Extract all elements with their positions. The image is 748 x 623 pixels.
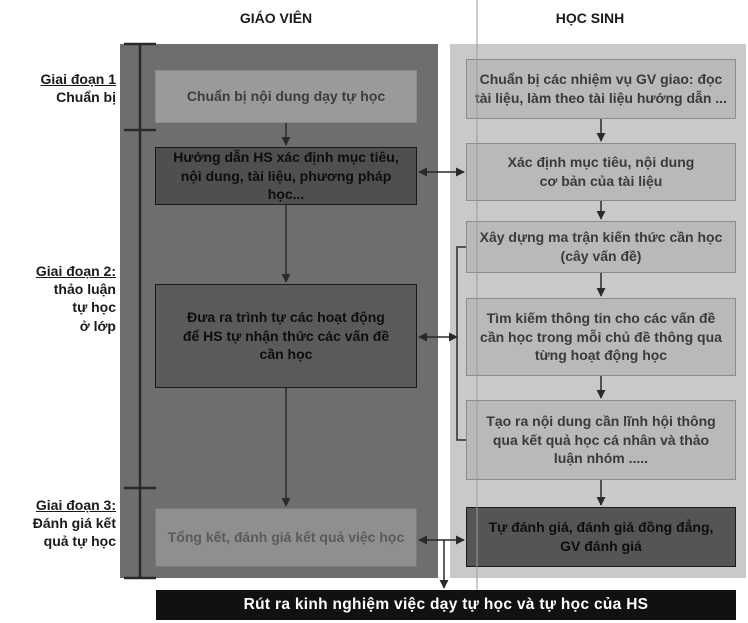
conclusion-text: Rút ra kinh nghiệm việc dạy tự học và tự học của HS [243,596,649,613]
step-text-line: Xây dựng ma trận kiến thức cần học [479,229,723,246]
stage-2-title: Giai đoạn 2: [35,263,116,279]
step-text-line: cần học [259,346,313,363]
step-text-line: GV đánh giá [560,538,642,554]
step-text-line: luận nhóm ..... [553,450,649,467]
stage-2-desc-line: ở lớp [79,317,116,334]
conclusion-bar [156,590,736,620]
step-text-line: Tự đánh giá, đánh giá đồng đẳng, [488,519,714,536]
step-text-line: nội dung, tài liệu, phương pháp học... [180,167,392,203]
step-text-line: cơ bản của tài liệu [539,173,663,189]
step-text-line: Tổng kết, đánh giá kết quả việc học [167,529,405,546]
step-text-line: tài liệu, làm theo tài liệu hướng dẫn ... [475,90,727,106]
stage-timeline [124,44,156,578]
step-text-line: Đưa ra trình tự các hoạt động [187,308,385,325]
step-text-line: Xác định mục tiêu, nội dung [507,154,695,171]
step-text-line: Tìm kiếm thông tin cho các vấn đề [486,309,716,326]
step-text-line: để HS tự nhận thức các vấn đề [182,327,390,344]
student-group-bracket [457,247,466,440]
step-text-line: Chuẩn bị nội dung dạy tự học [186,88,386,105]
stage-2-desc-line: tự học [72,299,116,316]
student-column-header: HỌC SINH [555,10,625,26]
teacher-column-header: GIÁO VIÊN [239,10,313,26]
stage-1-desc: Chuẩn bị [56,89,116,106]
step-text-line: (cây vấn đề) [560,248,642,264]
step-text-line: từng hoạt động học [534,347,668,364]
step-text-line: Tạo ra nội dung cần lĩnh hội thông [486,412,716,429]
step-text-line: qua kết quả học cá nhân và thảo [492,431,710,448]
stage-1-title: Giai đoạn 1 [40,71,116,87]
stage-3-desc-line: Đánh giá kết [32,515,116,532]
step-text-line: Chuẩn bị các nhiệm vụ GV giao: đọc [479,71,723,88]
step-text-line: Hướng dẫn HS xác định mục tiêu, [173,148,399,165]
stage-3-desc-line: quả tự học [43,533,116,550]
stage-3-title: Giai đoạn 3: [35,497,116,513]
step-text-line: cần học trong mỗi chủ đề thông qua [480,328,722,345]
stage-2-desc-line: thảo luận [53,281,116,298]
